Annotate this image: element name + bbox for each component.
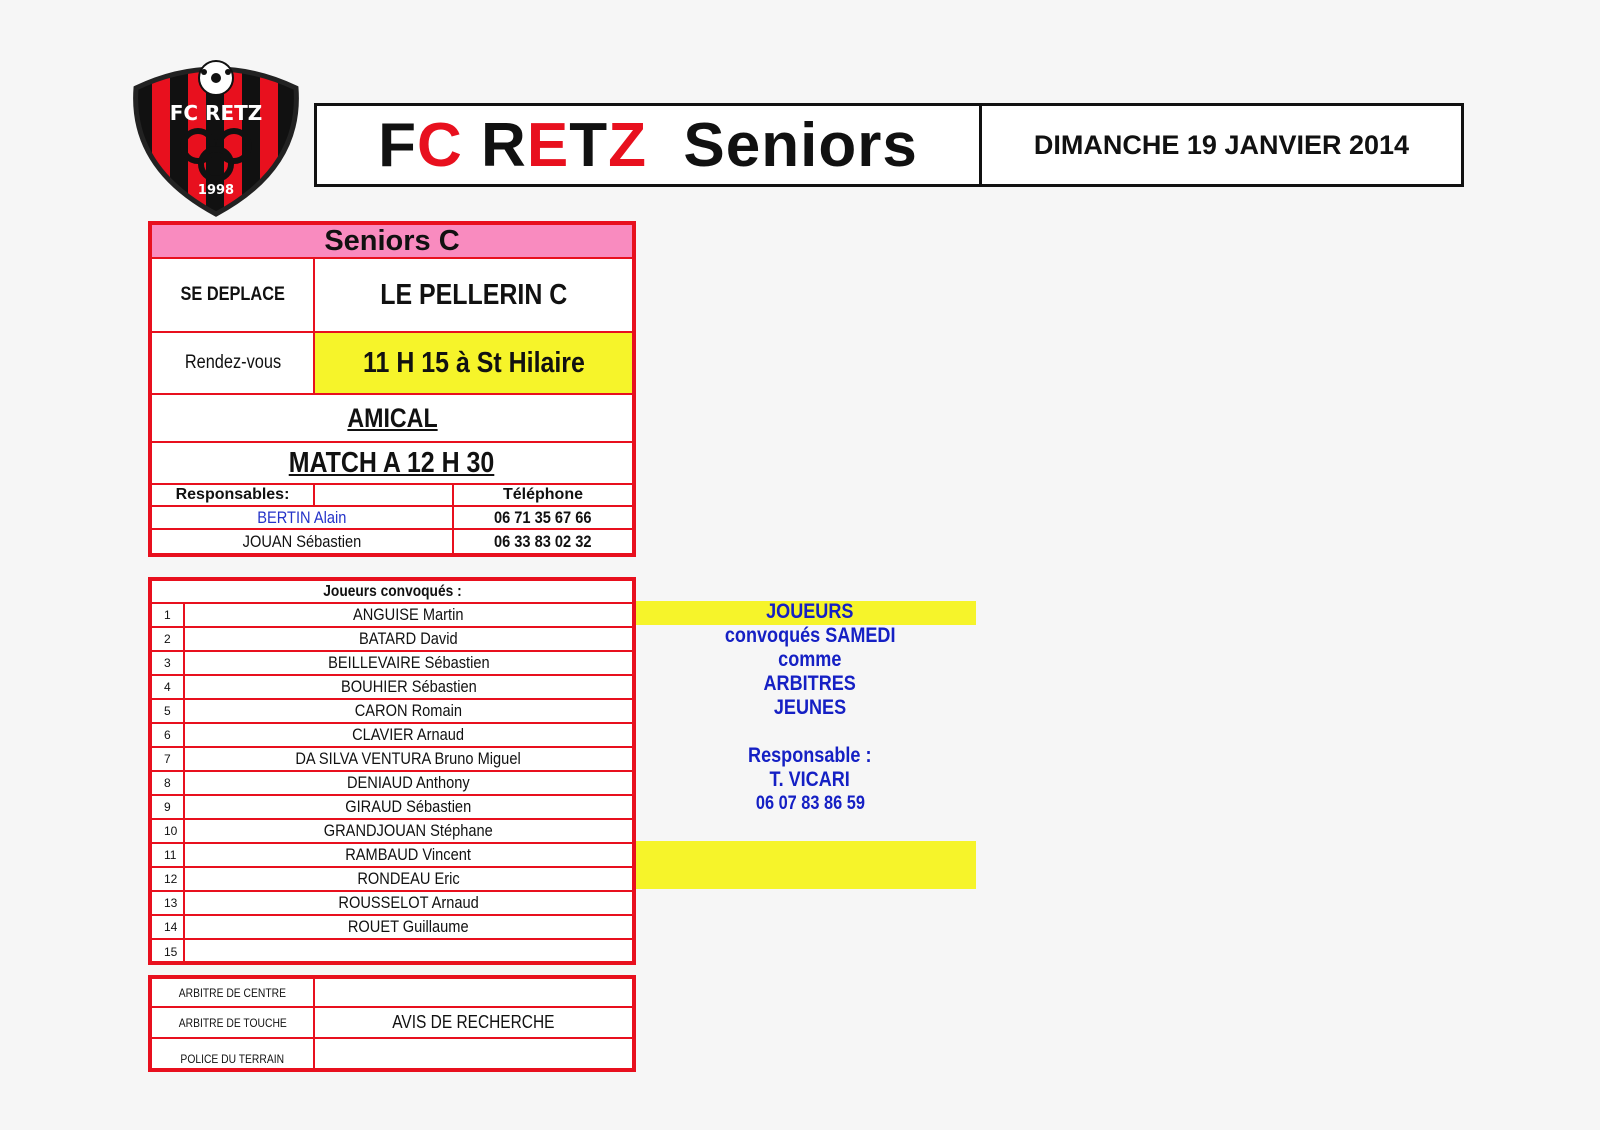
club-crest-icon	[130, 58, 302, 218]
official-value	[315, 979, 632, 1006]
list-item	[152, 820, 632, 844]
player-name: BEILLEVAIRE Sébastien	[327, 653, 490, 672]
list-item	[152, 868, 632, 892]
title-part: R	[462, 110, 527, 180]
note-line: JEUNES	[773, 696, 847, 719]
match-type: AMICAL	[346, 402, 438, 433]
list-item	[152, 916, 632, 940]
page-header	[314, 103, 1464, 187]
player-number: 5	[152, 700, 185, 722]
official-label: POLICE DU TERRAIN	[180, 1052, 285, 1066]
officials-box	[148, 975, 636, 1072]
manager-name: JOUAN Sébastien	[242, 531, 362, 551]
managers-label: Responsables:	[152, 485, 315, 505]
match-date: DIMANCHE 19 JANVIER 2014	[1033, 129, 1410, 160]
title-part: T	[569, 110, 609, 180]
note-line: ARBITRES	[763, 672, 857, 695]
meeting-label: Rendez-vous	[184, 352, 281, 373]
player-name: GIRAUD Sébastien	[345, 797, 472, 816]
player-name: ROUET Guillaume	[348, 917, 469, 936]
highlight-band	[636, 841, 976, 889]
player-number: 8	[152, 772, 185, 794]
title-part: F	[378, 110, 418, 180]
player-number: 15	[152, 940, 185, 964]
players-title: Joueurs convoqués :	[322, 582, 462, 600]
opponent: LE PELLERIN C	[379, 278, 568, 311]
player-number: 7	[152, 748, 185, 770]
player-name: DA SILVA VENTURA Bruno Miguel	[295, 749, 522, 768]
manager-phone: 06 33 83 02 32	[494, 531, 592, 551]
title-part: Z	[608, 110, 647, 180]
manager-name: BERTIN Alain	[257, 507, 347, 527]
note-line: JOUEURS	[766, 600, 854, 623]
list-item	[152, 772, 632, 796]
list-item	[152, 700, 632, 724]
player-number: 14	[152, 916, 185, 938]
player-number: 11	[152, 844, 185, 866]
manager-phone: 06 71 35 67 66	[494, 507, 592, 527]
list-item	[152, 628, 632, 652]
players-box	[148, 577, 636, 965]
referee-note	[640, 600, 980, 816]
title-part: E	[526, 110, 570, 180]
player-number: 10	[152, 820, 185, 842]
player-name: GRANDJOUAN Stéphane	[323, 821, 494, 840]
player-number: 3	[152, 652, 185, 674]
page-title	[317, 106, 982, 184]
player-name: CARON Romain	[354, 701, 463, 720]
list-item	[152, 796, 632, 820]
phone-label: Téléphone	[502, 486, 583, 503]
official-row	[152, 979, 632, 1008]
official-label: ARBITRE DE TOUCHE	[178, 1015, 287, 1030]
player-name: ROUSSELOT Arnaud	[338, 893, 479, 912]
note-line: comme	[778, 648, 842, 671]
player-name: BOUHIER Sébastien	[340, 677, 477, 696]
player-number: 6	[152, 724, 185, 746]
team-name: Seniors C	[152, 225, 632, 259]
manager-row	[152, 530, 632, 553]
note-resp-name: T. VICARI	[769, 768, 851, 791]
manager-row	[152, 507, 632, 530]
player-number: 1	[152, 604, 185, 626]
list-item	[152, 844, 632, 868]
player-name: CLAVIER Arnaud	[352, 725, 465, 744]
travel-row	[152, 259, 632, 333]
official-value: AVIS DE RECHERCHE	[392, 1012, 555, 1032]
title-part: C	[417, 110, 463, 180]
list-item	[152, 748, 632, 772]
player-name: RONDEAU Eric	[357, 869, 460, 888]
player-number: 9	[152, 796, 185, 818]
svg-text:FC RETZ: FC RETZ	[169, 101, 263, 125]
list-item	[152, 940, 632, 964]
list-item	[152, 892, 632, 916]
player-name: RAMBAUD Vincent	[345, 845, 472, 864]
official-row	[152, 1008, 632, 1039]
team-info-box	[148, 221, 636, 557]
list-item	[152, 604, 632, 628]
note-resp-label: Responsable :	[748, 744, 872, 767]
managers-header	[152, 485, 632, 507]
title-part: Seniors	[646, 110, 918, 180]
player-number: 4	[152, 676, 185, 698]
meeting-info: 11 H 15 à St Hilaire	[362, 346, 585, 379]
player-number: 13	[152, 892, 185, 914]
player-name: BATARD David	[359, 629, 458, 648]
player-name: ANGUISE Martin	[353, 605, 464, 624]
official-value	[315, 1039, 632, 1068]
list-item	[152, 652, 632, 676]
note-line: convoqués SAMEDI	[724, 624, 896, 647]
note-resp-phone: 06 07 83 86 59	[755, 793, 865, 814]
travel-label: SE DEPLACE	[180, 284, 285, 305]
kickoff-time: MATCH A 12 H 30	[289, 446, 495, 479]
svg-text:1998: 1998	[197, 183, 235, 198]
official-row	[152, 1039, 632, 1068]
player-number: 12	[152, 868, 185, 890]
list-item	[152, 724, 632, 748]
list-item	[152, 676, 632, 700]
player-name: DENIAUD Anthony	[347, 773, 470, 792]
official-label: ARBITRE DE CENTRE	[178, 985, 287, 1000]
meeting-row	[152, 333, 632, 395]
player-number: 2	[152, 628, 185, 650]
